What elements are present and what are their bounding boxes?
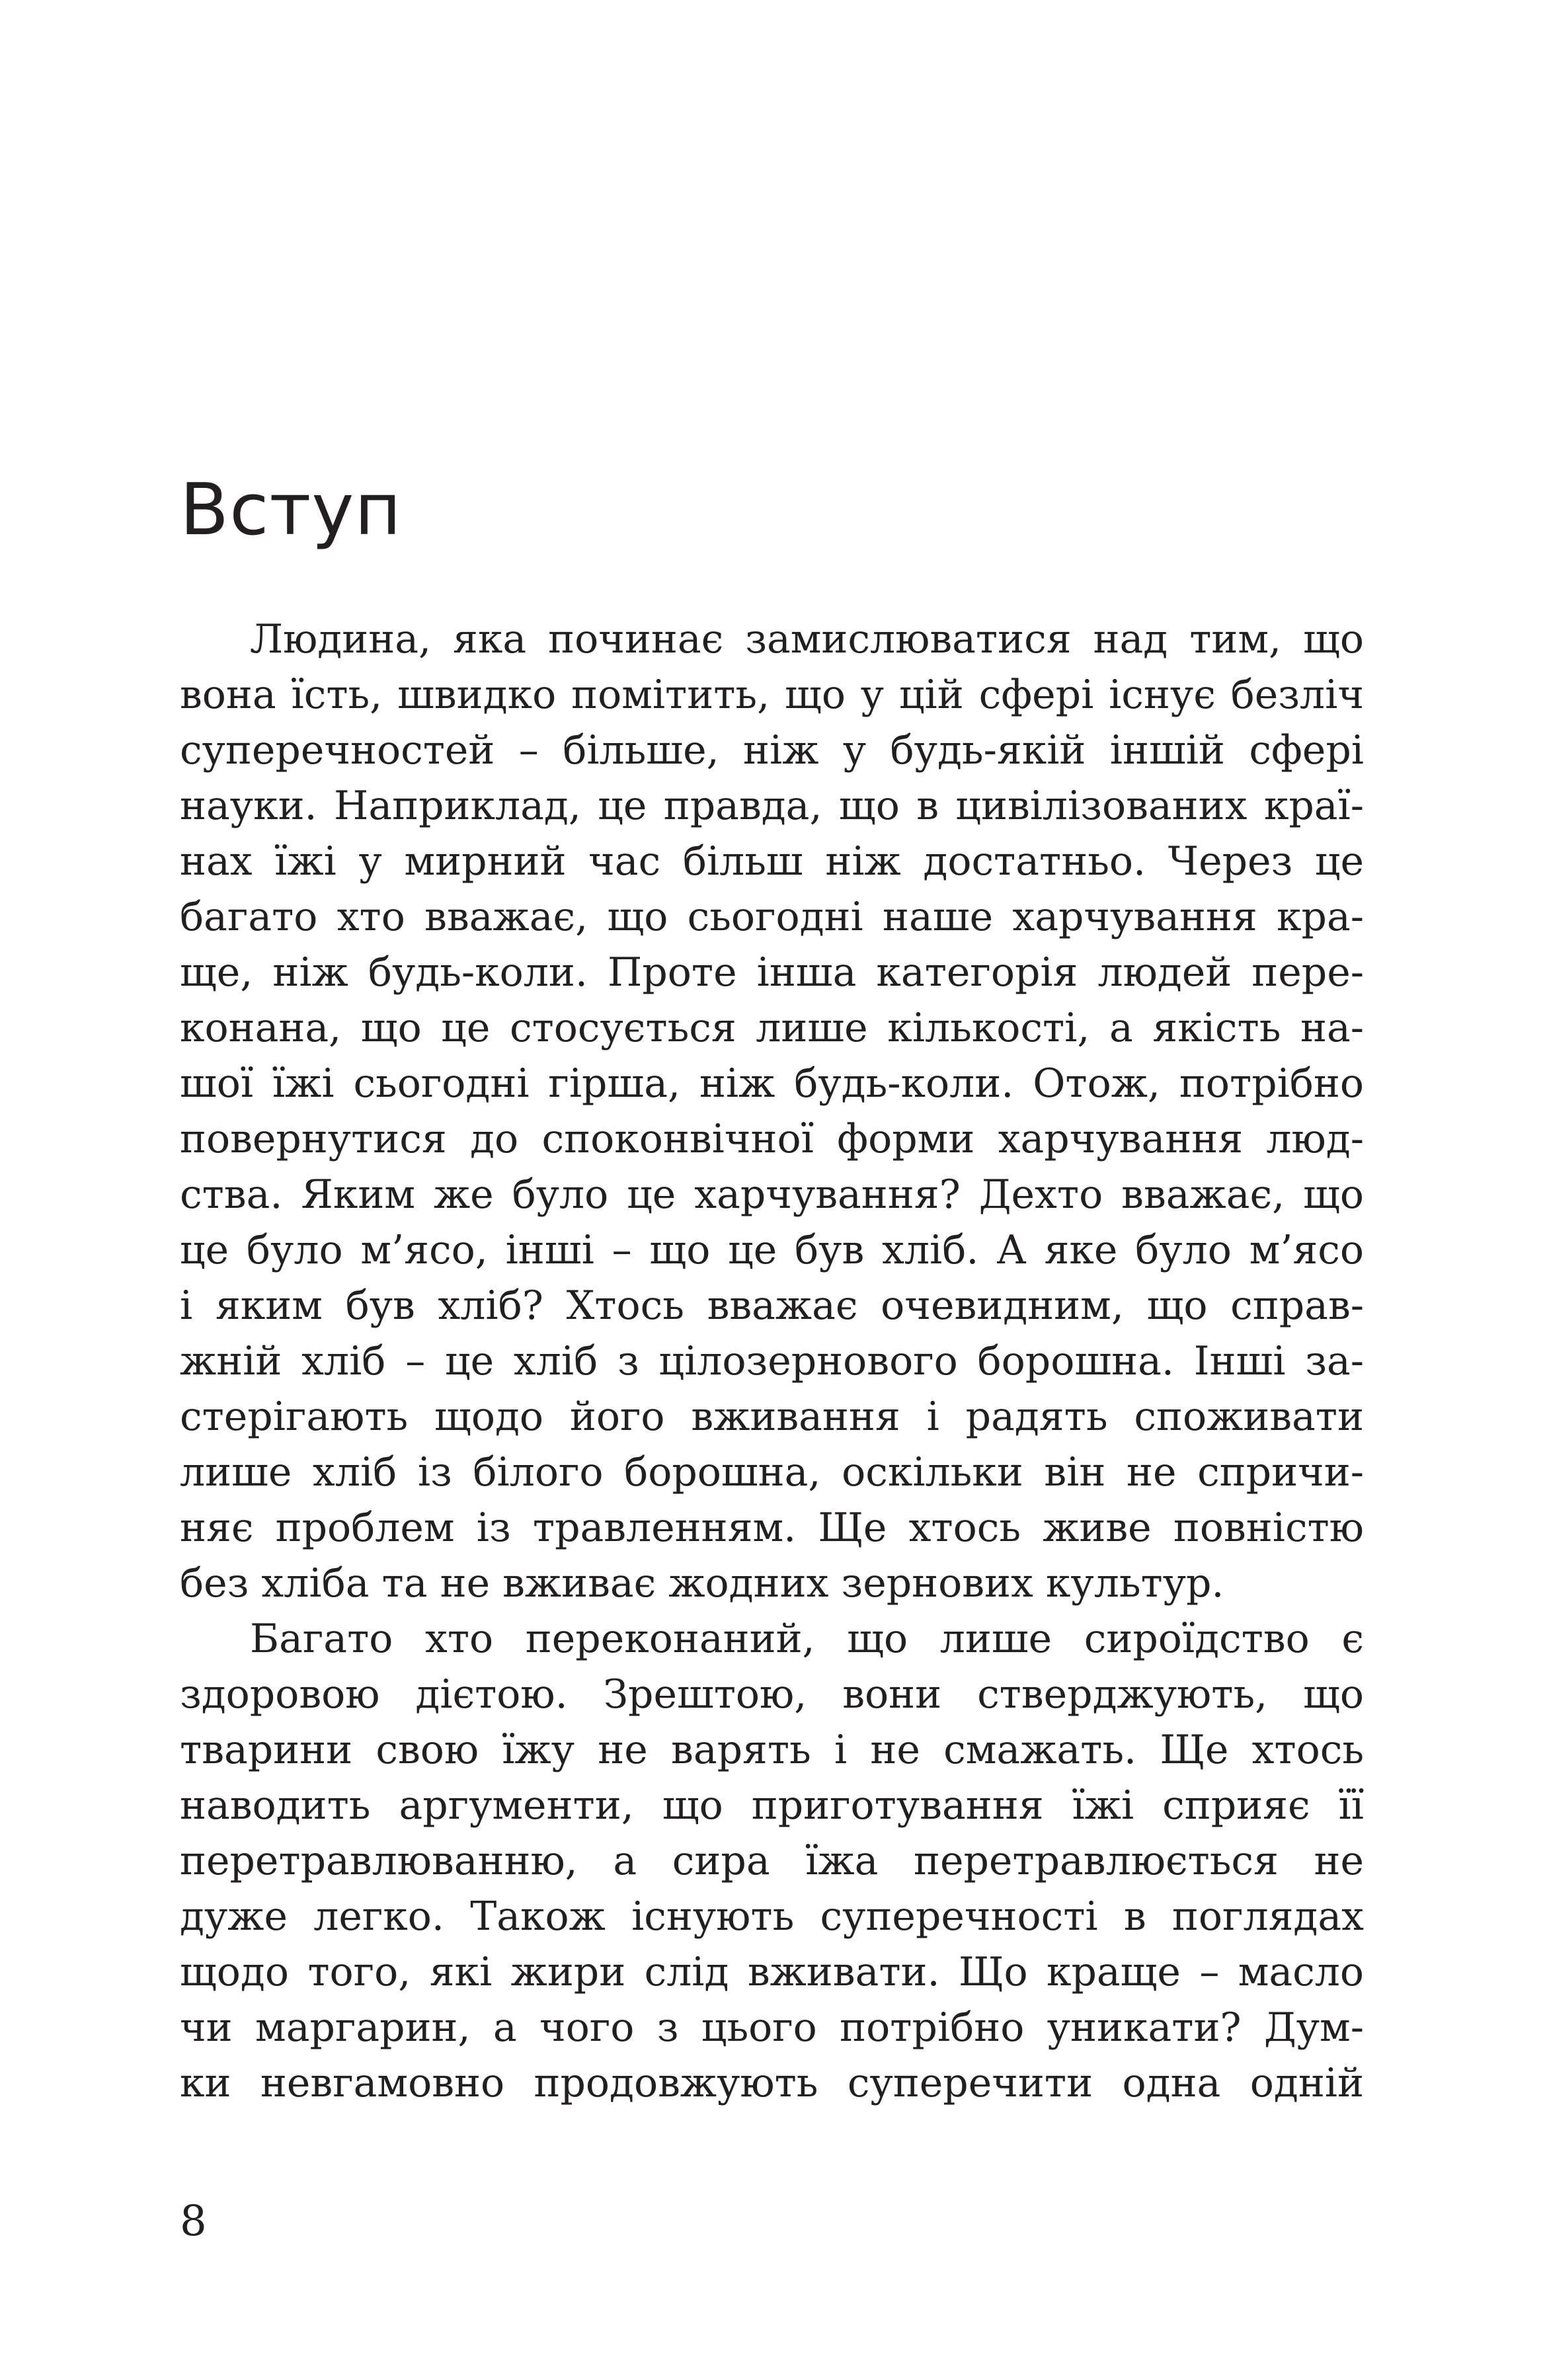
- text-line: дуже легко. Також існують суперечності в поглядах: [180, 1893, 1364, 1940]
- text-line: науки. Наприклад, це правда, що в цивілізованих краї-: [180, 783, 1364, 829]
- text-line: вона їсть, швидко помітить, що у цій сфері існує безліч: [180, 672, 1364, 718]
- text-line: ще, ніж будь-коли. Проте інша категорія людей пере-: [180, 949, 1364, 996]
- text-line: няє проблем із травленням. Ще хтось живе повністю: [180, 1505, 1364, 1551]
- text-line: багато хто вважає, що сьогодні наше харчування кра-: [180, 894, 1364, 940]
- text-line: Людина, яка починає замислюватися над тим, що: [250, 616, 1364, 662]
- text-line: здоровою дієтою. Зрештою, вони стверджують, що: [180, 1671, 1364, 1718]
- text-line: повернутися до споконвічної форми харчування люд-: [180, 1116, 1364, 1162]
- text-line: суперечностей – більше, ніж у будь-якій іншій сфері: [180, 727, 1364, 774]
- text-line: чи маргарин, а чого з цього потрібно уникати? Дум-: [180, 2004, 1364, 2051]
- text-line: шої їжі сьогодні гірша, ніж будь-коли. Отож, потрібно: [180, 1060, 1364, 1107]
- text-line: лише хліб із білого борошна, оскільки він не спричи-: [180, 1449, 1364, 1495]
- text-line: щодо того, які жири слід вживати. Що краще – масло: [180, 1949, 1364, 1995]
- text-line: ки невгамовно продовжують суперечити одна одній: [180, 2060, 1364, 2106]
- text-line: нах їжі у мирний час більш ніж достатньо. Через це: [180, 838, 1364, 885]
- text-line: наводить аргументи, що приготування їжі сприяє її: [180, 1782, 1364, 1829]
- text-line: це було м’ясо, інші – що це був хліб. А яке було м’ясо: [180, 1227, 1364, 1273]
- page-number: 8: [180, 2197, 207, 2246]
- chapter-title: Вступ: [180, 469, 402, 551]
- text-line: ства. Яким же було це харчування? Дехто вважає, що: [180, 1171, 1364, 1218]
- text-line: і яким був хліб? Хтось вважає очевидним, що справ-: [180, 1283, 1364, 1329]
- text-line: стерігають щодо його вживання і радять споживати: [180, 1394, 1364, 1440]
- text-line: тварини свою їжу не варять і не смажать. Ще хтось: [180, 1727, 1364, 1773]
- text-line: без хліба та не вживає жодних зернових культур.: [180, 1560, 1224, 1606]
- text-line: жній хліб – це хліб з цілозернового борошна. Інші за-: [180, 1338, 1364, 1384]
- body-text: [180, 612, 1364, 2111]
- text-line: конана, що це стосується лише кількості, а якість на-: [180, 1005, 1364, 1051]
- text-line: перетравлюванню, а сира їжа перетравлюється не: [180, 1838, 1364, 1884]
- text-line: Багато хто переконаний, що лише сироїдство є: [250, 1616, 1364, 1662]
